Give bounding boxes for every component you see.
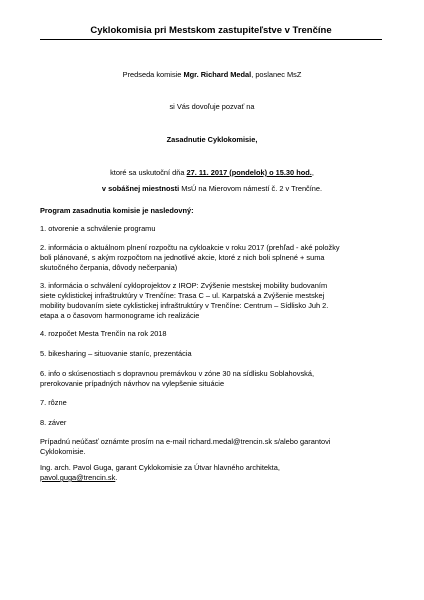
meeting-date: 27. 11. 2017 (pondelok) o 15.30 hod.: [186, 168, 312, 177]
document-header: Cyklokomisia pri Mestskom zastupiteľstve v Trenčíne: [40, 24, 382, 40]
chair-line: [40, 70, 384, 80]
invite-line: si Vás dovoľuje pozvať na: [169, 102, 255, 111]
program-item: 2. informácia o aktuálnom plnení rozpočtu na cykloakcie v roku 2017 (prehľad - aké položky boli plánované, s akým rozpočtom na jednotlivé akcie, ktoré z nich boli splnené + suma skutočného čerpania, dôvody nečerpania): [40, 243, 340, 272]
program-item: 7. rôzne: [40, 398, 67, 407]
date-suffix: ,: [311, 168, 314, 177]
location-room: v sobášnej miestnosti: [101, 184, 180, 193]
date-prefix: ktoré sa uskutoční dňa: [110, 168, 187, 177]
program-item: 3. informácia o schválení cykloprojektov z IROP: Zvýšenie mestskej mobility budovaním siete cyklistickej infraštruktúry v Trenčíne: Trasa C – ul. Karpatská a Zvýšenie mestskej mobility budovaním siete cyklistickej infraštruktúry v Trenčíne: Centrum – Sídlisko Juh 2. etapa a o časovom harmonograme ich realizácie: [40, 281, 329, 320]
signature-name: Ing. arch. Pavol Guga, garant Cyklokomisie za Útvar hlavného architekta,: [40, 463, 280, 472]
program-item: 8. záver: [40, 418, 67, 427]
signature-block: Ing. arch. Pavol Guga, garant Cyklokomisie za Útvar hlavného architekta, pavol.guga@trencin.sk.: [40, 463, 384, 483]
chair-name: Mgr. Richard Medal: [183, 70, 252, 79]
program-item: 5. bikesharing – situovanie staníc, prezentácia: [40, 349, 192, 358]
email-link[interactable]: pavol.guga@trencin.sk: [40, 473, 116, 482]
location-address: MsÚ na Mierovom námestí č. 2 v Trenčíne.: [179, 184, 323, 193]
chair-prefix: Predseda komisie: [122, 70, 184, 79]
meeting-title: Zasadnutie Cyklokomisie,: [166, 135, 258, 144]
chair-suffix: , poslanec MsZ: [251, 70, 302, 79]
program-item: 1. otvorenie a schválenie programu: [40, 224, 156, 233]
program-item: 4. rozpočet Mesta Trenčín na rok 2018: [40, 329, 167, 338]
program-item: 6. info o skúsenostiach s dopravnou premávkou v zóne 30 na sídlisku Soblahovská, prerokovanie prípadných návrhov na vylepšenie situácie: [40, 369, 315, 388]
location-line: [40, 184, 384, 194]
apology-note: Prípadnú neúčasť oznámte prosím na e-mail richard.medal@trencin.sk s/alebo garantovi Cyklokomisie.: [40, 437, 331, 456]
date-line: [40, 168, 384, 178]
program-heading: Program zasadnutia komisie je nasledovný:: [40, 206, 194, 215]
